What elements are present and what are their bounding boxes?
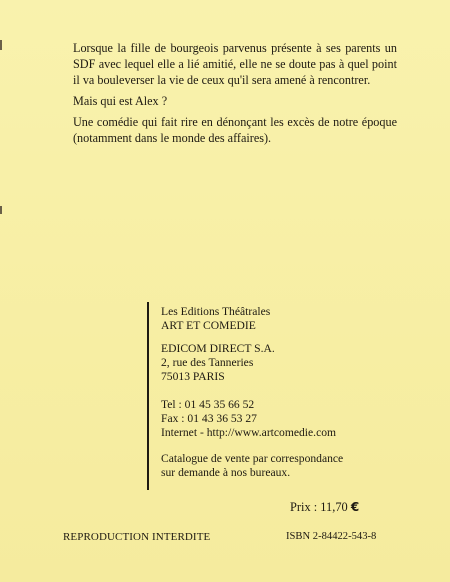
reproduction-notice: REPRODUCTION INTERDITE [63,531,211,543]
price-label [290,500,359,515]
publisher-name-line-2: ART ET COMEDIE [161,319,256,332]
distributor-address-group [161,342,391,384]
catalogue-line-1: Catalogue de vente par correspondance [161,452,344,465]
synopsis-paragraph-1: Lorsque la fille de bourgeois parvenus présente à ses parents un SDF avec lequel elle a lié amitié, elle ne se doute pas à quel point il va bouleverser la vie de ceux qu'il sera amené à rencontrer. [73,41,397,87]
price-value: Prix : 11,70 [290,500,348,514]
synopsis-text [73,40,397,151]
telephone-number: Tel : 01 45 35 66 52 [161,398,255,411]
fax-number: Fax : 01 43 36 53 27 [161,412,257,425]
catalogue-group [161,452,391,480]
distributor-street: 2, rue des Tanneries [161,356,254,369]
contact-group [161,398,391,440]
publisher-name-group [161,305,391,333]
left-edge-mark-top [0,40,2,50]
distributor-name: EDICOM DIRECT S.A. [161,342,275,355]
publisher-divider-rule [147,302,149,490]
publisher-block [161,305,391,489]
publisher-name-line-1: Les Editions Théâtrales [161,305,271,318]
euro-currency-symbol: € [350,500,360,514]
distributor-city: 75013 PARIS [161,370,225,383]
isbn-number: ISBN 2-84422-543-8 [286,531,377,542]
synopsis-paragraph-2: Mais qui est Alex ? [73,94,168,108]
synopsis-paragraph-3: Une comédie qui fait rire en dénonçant les excès de notre époque (notamment dans le monde des affaires). [73,115,397,145]
left-edge-mark-bottom [0,206,2,214]
website-address: Internet - http://www.artcomedie.com [161,426,337,439]
catalogue-line-2: sur demande à nos bureaux. [161,466,291,479]
